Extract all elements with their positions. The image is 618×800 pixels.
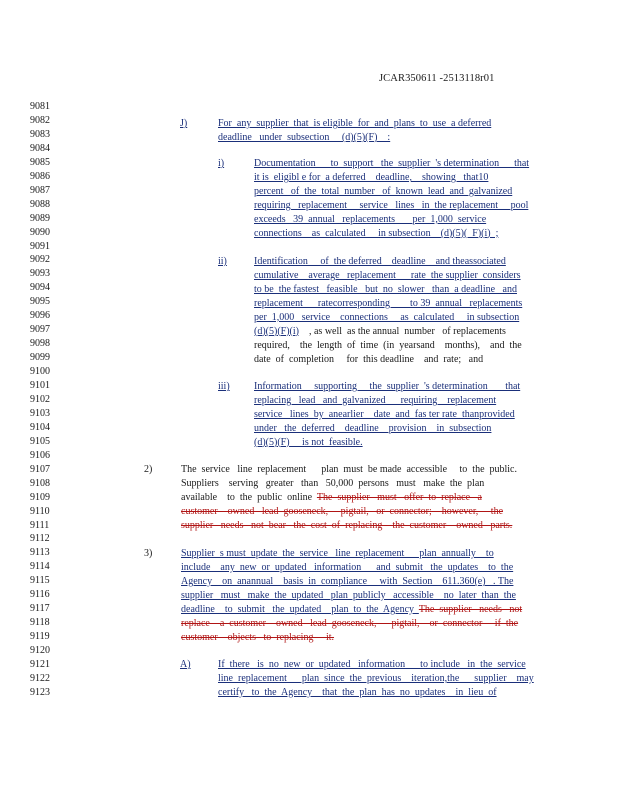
deleted-text: The supplier must offer to replace a — [316, 491, 482, 503]
text-line — [254, 380, 520, 394]
text-line — [181, 589, 522, 603]
line-number: 9087 — [30, 184, 50, 196]
line-number: 9086 — [30, 170, 50, 182]
paragraph-ii — [254, 255, 522, 367]
paragraph-3 — [181, 547, 522, 645]
inserted-text: connections as calculated in subsection (d)(5)( F)(i) ; — [254, 227, 499, 239]
line-number: 9119 — [30, 631, 50, 643]
deleted-text: supplier needs not bear the cost of replacing the customer owned parts. — [181, 519, 513, 531]
line-number: 9082 — [30, 114, 50, 126]
paragraph-i — [254, 157, 529, 241]
inserted-text: under the deferred deadline provision in subsection — [254, 422, 492, 434]
inserted-text: include any new or updated information and submit the updates to the — [181, 561, 514, 573]
inserted-text: Agency on anannual basis in compliance with Section 611.360(e) . The — [181, 575, 514, 587]
inserted-text: Supplier s must update the service line replacement plan annually to — [181, 548, 494, 559]
text-line — [254, 269, 522, 283]
text-line — [254, 311, 522, 325]
line-number: 9108 — [30, 477, 50, 489]
plain-text: , as well as the annual number of replacements — [298, 325, 506, 337]
line-number: 9091 — [30, 240, 50, 252]
inserted-text: replacing lead and galvanized requiring replacement — [254, 394, 497, 406]
text-line — [254, 255, 522, 269]
inserted-text: deadline under subsection (d)(5)(F) : — [218, 131, 391, 143]
inserted-text: to be the fastest feasible but no slower than a deadline and — [254, 283, 517, 295]
deleted-text: customer owned lead gooseneck, pigtail, or connector; however, the — [181, 505, 504, 517]
item-label-i: i) — [218, 158, 225, 169]
text-line — [254, 157, 529, 171]
line-number: 9093 — [30, 268, 50, 280]
item-label-j: J) — [180, 118, 188, 129]
inserted-text: certify to the Agency that the plan has no updates in lieu of — [218, 686, 497, 698]
text-line — [254, 422, 520, 436]
plain-text: The service line replacement plan must be made accessible to the public. — [181, 464, 517, 475]
text-line — [181, 505, 517, 519]
plain-text: date of completion for this deadline and rate; and — [254, 353, 484, 365]
text-line — [254, 339, 522, 353]
text-line — [218, 672, 534, 686]
text-line — [181, 519, 517, 533]
item-label-2: 2) — [144, 464, 153, 475]
plain-text: Suppliers serving greater than 50,000 persons must make the plan — [181, 477, 485, 489]
paragraph-2 — [181, 463, 517, 533]
text-line — [181, 463, 517, 477]
text-line — [181, 491, 517, 505]
line-number: 9102 — [30, 393, 50, 405]
line-number: 9097 — [30, 324, 50, 336]
text-line — [254, 353, 522, 367]
line-number: 9118 — [30, 617, 50, 629]
inserted-text: replacement ratecorresponding to 39 annual replacements — [254, 297, 523, 309]
line-number: 9111 — [30, 519, 50, 531]
text-line — [218, 658, 534, 672]
line-number: 9090 — [30, 226, 50, 238]
plain-text: available to the public online — [181, 491, 317, 503]
line-number: 9115 — [30, 575, 50, 587]
paragraph-iii — [254, 380, 520, 450]
plain-text: required, the length of time (in yearsand months), and the — [254, 339, 522, 351]
line-number: 9110 — [30, 505, 50, 517]
text-line — [218, 686, 534, 700]
deleted-text: customer objects to replacing it. — [181, 631, 335, 643]
inserted-text: supplier must make the updated plan publicly accessible no later than the — [181, 589, 516, 601]
line-number: 9117 — [30, 603, 50, 615]
text-line — [254, 394, 520, 408]
text-line — [254, 283, 522, 297]
text-line — [181, 575, 522, 589]
line-number: 9112 — [30, 533, 50, 545]
text-line — [254, 297, 522, 311]
line-number: 9098 — [30, 338, 50, 350]
line-number: 9121 — [30, 659, 50, 670]
inserted-text: Documentation to support the supplier 's determination that — [254, 158, 530, 169]
line-number: 9123 — [30, 686, 50, 698]
inserted-text: requiring replacement service lines in the replacement pool — [254, 199, 529, 211]
line-number: 9101 — [30, 380, 50, 391]
line-number: 9103 — [30, 407, 50, 419]
line-number: 9107 — [30, 463, 50, 475]
line-number: 9085 — [30, 156, 50, 168]
inserted-text: it is eligibl e for a deferred deadline, showing that10 — [254, 171, 489, 183]
line-number: 9096 — [30, 310, 50, 322]
inserted-text: If there is no new or updated information to include in the service — [218, 659, 526, 670]
text-line — [254, 185, 529, 199]
line-number: 9106 — [30, 449, 50, 461]
inserted-text: percent of the total number of known lead and galvanized — [254, 185, 513, 197]
text-line — [181, 617, 522, 631]
line-number: 9120 — [30, 645, 50, 657]
text-line — [181, 477, 517, 491]
inserted-text: per 1,000 service connections as calculated in subsection — [254, 311, 520, 323]
line-number: 9104 — [30, 421, 50, 433]
line-number: 9116 — [30, 589, 50, 601]
document-header: JCAR350611 -2513118r01 — [379, 73, 495, 84]
line-number: 9109 — [30, 491, 50, 503]
inserted-text: For any supplier that is eligible for and plans to use a deferred — [218, 118, 492, 129]
deleted-text: replace a customer owned lead gooseneck, pigtail, or connector if the — [181, 617, 519, 629]
text-line — [254, 171, 529, 185]
line-number: 9122 — [30, 672, 50, 684]
inserted-text: (d)(5)(F)(i) — [254, 325, 299, 337]
line-number: 9114 — [30, 561, 50, 573]
paragraph-j — [218, 117, 491, 145]
line-number: 9095 — [30, 296, 50, 308]
text-line — [254, 408, 520, 422]
inserted-text: exceeds 39 annual replacements per 1,000 service — [254, 213, 487, 225]
inserted-text: Identification of the deferred deadline and theassociated — [254, 256, 506, 267]
inserted-text: cumulative average replacement rate the supplier considers — [254, 269, 521, 281]
inserted-text: deadline to submit the updated plan to the Agency — [181, 603, 419, 615]
text-line — [254, 213, 529, 227]
text-line — [181, 603, 522, 617]
line-number: 9099 — [30, 352, 50, 364]
line-number: 9094 — [30, 282, 50, 294]
text-line — [218, 131, 491, 145]
inserted-text: (d)(5)(F) is not feasible. — [254, 436, 363, 448]
deleted-text: The supplier needs not — [418, 603, 523, 615]
text-line — [181, 547, 522, 561]
text-line — [254, 436, 520, 450]
text-line — [218, 117, 491, 131]
item-label-ii: ii) — [218, 256, 227, 267]
text-line — [181, 631, 522, 645]
paragraph-a — [218, 658, 534, 700]
text-line — [254, 325, 522, 339]
line-number: 9089 — [30, 212, 50, 224]
text-line — [181, 561, 522, 575]
text-line — [254, 227, 529, 241]
line-number: 9083 — [30, 128, 50, 140]
line-number: 9084 — [30, 142, 50, 154]
item-label-3: 3) — [144, 548, 153, 559]
inserted-text: Information supporting the supplier 's determination that — [254, 381, 521, 392]
line-number: 9113 — [30, 547, 50, 559]
line-number: 9088 — [30, 198, 50, 210]
inserted-text: line replacement plan since the previous iteration,the supplier may — [218, 672, 534, 684]
inserted-text: service lines by anearlier date and fas ter rate thanprovided — [254, 408, 515, 420]
item-label-iii: iii) — [218, 381, 230, 392]
text-line — [254, 199, 529, 213]
line-number: 9105 — [30, 435, 50, 447]
line-number: 9081 — [30, 101, 50, 112]
item-label-a: A) — [180, 659, 191, 670]
line-number: 9092 — [30, 254, 50, 266]
line-number: 9100 — [30, 366, 50, 378]
